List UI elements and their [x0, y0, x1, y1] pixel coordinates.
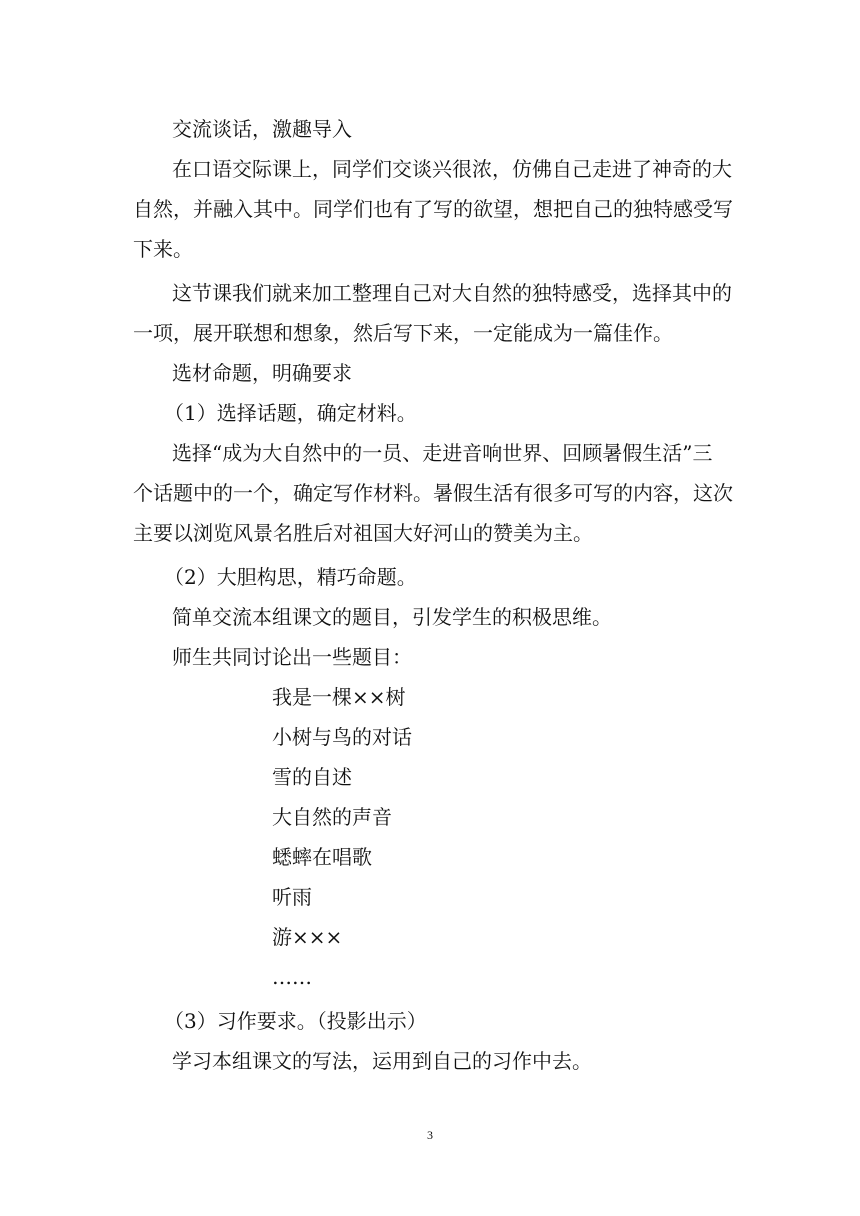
- topic-list-item: 小树与鸟的对话: [272, 725, 412, 749]
- paragraph-line: 主要以浏览风景名胜后对祖国大好河山的赞美为主。: [133, 521, 593, 545]
- section-heading-topic: 选材命题，明确要求: [172, 361, 352, 385]
- topic-list-item: 雪的自述: [272, 765, 352, 789]
- topic-list-item: 蟋蟀在唱歌: [272, 845, 372, 869]
- paragraph-line: 下来。: [133, 237, 193, 261]
- topic-list-item: 游×××: [272, 925, 343, 949]
- section-heading-intro: 交流谈话，激趣导入: [172, 117, 352, 141]
- paragraph-line: 师生共同讨论出一些题目：: [172, 645, 412, 669]
- paragraph-line: 在口语交际课上，同学们交谈兴很浓，仿佛自己走进了神奇的大: [172, 157, 732, 181]
- topic-list-item: 听雨: [272, 885, 312, 909]
- page-number: 3: [427, 1128, 433, 1142]
- paragraph-line: 个话题中的一个，确定写作材料。暑假生活有很多可写的内容，这次: [133, 481, 733, 505]
- topic-list-item: 大自然的声音: [272, 805, 392, 829]
- subheading-requirements: （3）习作要求。（投影出示）: [164, 1009, 427, 1033]
- topic-list-ellipsis: ……: [272, 965, 312, 989]
- paragraph-line: 这节课我们就来加工整理自己对大自然的独特感受，选择其中的: [172, 281, 732, 305]
- paragraph-line: 一项，展开联想和想象，然后写下来，一定能成为一篇佳作。: [133, 321, 673, 345]
- topic-list-item: 我是一棵××树: [272, 685, 406, 709]
- paragraph-line: 自然，并融入其中。同学们也有了写的欲望，想把自己的独特感受写: [133, 197, 733, 221]
- subheading-choose-topic: （1）选择话题，确定材料。: [164, 401, 417, 425]
- paragraph-line: 简单交流本组课文的题目，引发学生的积极思维。: [172, 605, 612, 629]
- paragraph-line: 选择“成为大自然中的一员、走进音响世界、回顾暑假生活”三: [172, 441, 713, 465]
- subheading-conceive: （2）大胆构思，精巧命题。: [164, 565, 417, 589]
- paragraph-line: 学习本组课文的写法，运用到自己的习作中去。: [172, 1049, 592, 1073]
